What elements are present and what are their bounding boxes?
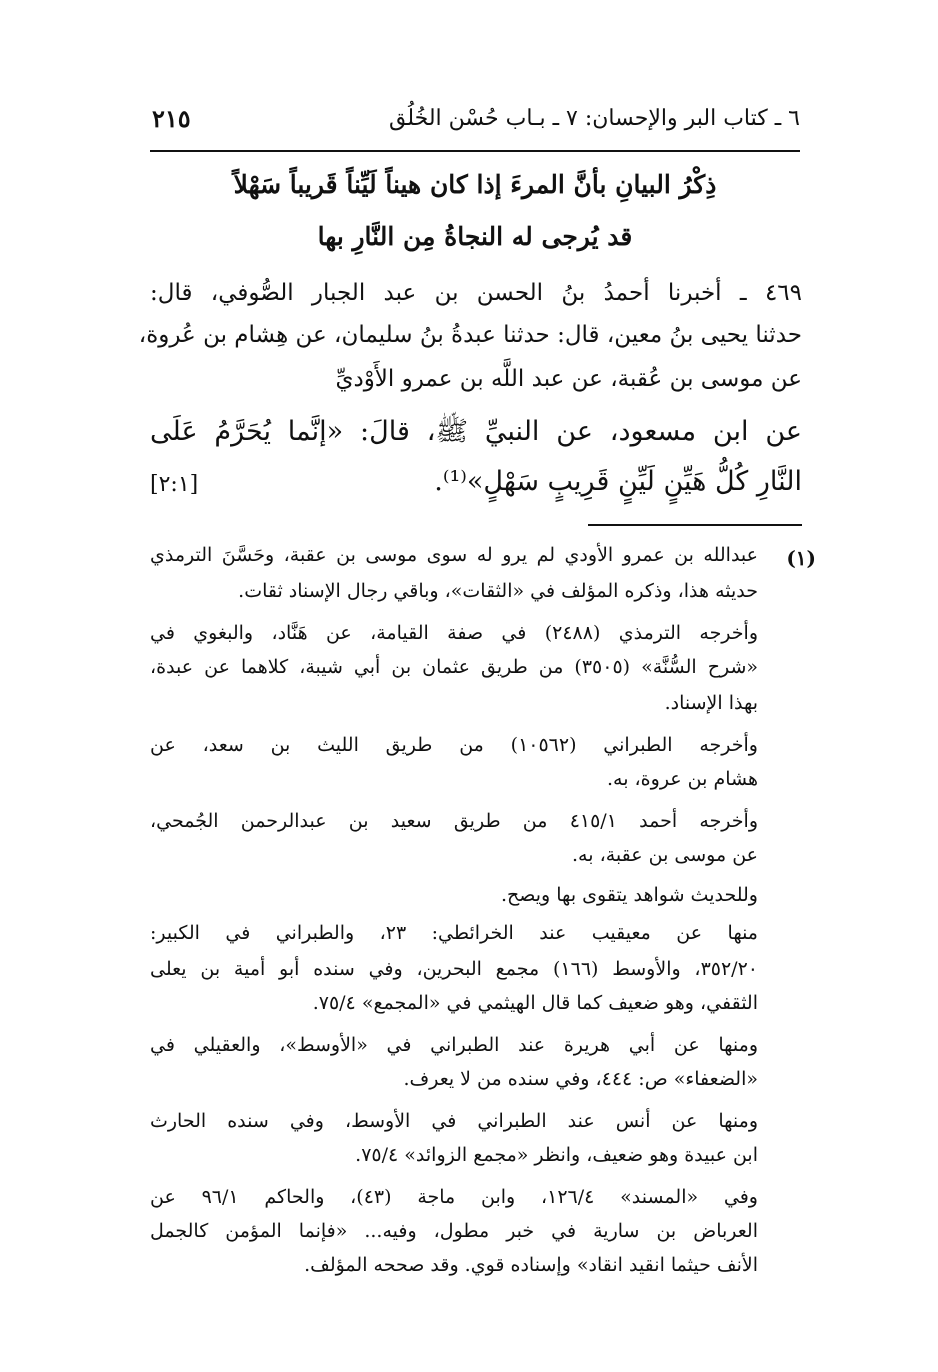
footnote-line: العرباض بن سارية في خبر مطول، وفيه... «فإنما المؤمن كالجمل: [150, 1220, 758, 1242]
footnote-line: وفي «المسند» ١٢٦/٤، وابن ماجة (٤٣)، والحاكم ٩٦/١ عن: [150, 1186, 758, 1208]
footnote-line: ومنها عن أبي هريرة عند الطبراني في «الأوسط»، والعقيلي في: [150, 1034, 758, 1056]
footnote-rule: [588, 524, 802, 526]
chapter-heading-line-1: ذِكْرُ البيانِ بأنَّ المرءَ إذا كان هيناً لَيِّناً قَريباً سَهْلاً: [233, 170, 717, 199]
footnote-line: ابن عبيدة وهو ضعيف، وانظر «مجمع الزوائد» ٧٥/٤.: [355, 1144, 758, 1166]
hadith-line-4: عن ابن مسعود، عن النبيِّ ﷺ، قالَ: «إنَّما يُحَرَّمُ عَلَى: [150, 416, 802, 447]
footnote-line: ومنها عن أنس عند الطبراني في الأوسط، وفي سنده الحارث: [150, 1110, 758, 1132]
footnote-line: «شرح السُّنَّة» (٣٥٠٥) من طريق عثمان بن أبي شيبة، كلاهما عن عبدة،: [150, 656, 758, 678]
footnote-line: حديثه هذا، وذكره المؤلف في «الثقات»، وباقي رجال الإسناد ثقات.: [238, 580, 758, 602]
footnote-line: «الضعفاء» ص: ٤٤٤، وفي سنده من لا يعرف.: [403, 1068, 758, 1090]
footnote-line: وللحديث شواهد يتقوى بها ويصح.: [500, 884, 758, 906]
page-number: ٢١٥: [152, 104, 191, 133]
footnote-line: الأنف حيثما انقيد انقاد» وإسناده قوي. وقد صححه المؤلف.: [304, 1254, 758, 1276]
footnote-line: عبدالله بن عمرو الأودي لم يرو له سوى موسى بن عقبة، وحَسَّنَ الترمذي: [150, 544, 758, 566]
footnote-line: الثقفي، وهو ضعيف كما قال الهيثمي في «المجمع» ٧٥/٤.: [312, 992, 758, 1014]
running-header-title: ٦ ـ كتاب البر والإحسان: ٧ ـ بـاب حُسْن الخُلُق: [389, 106, 800, 131]
header-rule: [150, 150, 800, 152]
hadith-line-3: عن موسى بن عُقبة، عن عبد اللَّه بن عمرو الأَوْديِّ: [335, 366, 802, 392]
footnote-line: عن موسى بن عقبة، به.: [572, 844, 758, 866]
running-header: [150, 100, 800, 144]
footnote-line: منها عن معيقيب عند الخرائطي: ٢٣، والطبراني في الكبير:: [150, 922, 758, 944]
chapter-heading-line-2: قد يُرجى له النجاةُ مِن النَّارِ بها: [317, 222, 633, 251]
hadith-line-5: النَّارِ كُلُّ هَيِّنٍ لَيِّنٍ قَرِيبٍ سَهْلٍ»⁽¹⁾.: [434, 466, 802, 497]
footnote-line: هشام بن عروة، به.: [607, 768, 758, 790]
hadith-reference: [٢:١]: [150, 472, 199, 497]
footnote-line: وأخرجه الطبراني (١٠٥٦٢) من طريق الليث بن سعد، عن: [150, 734, 758, 756]
footnote-line: بهذا الإسناد.: [664, 692, 758, 714]
hadith-line-1: ٤٦٩ ـ أخبرنا أحمدُ بنُ الحسن بن عبد الجبار الصُّوفي، قال:: [150, 280, 802, 306]
hadith-line-2: حدثنا يحيى بنُ معين، قال: حدثنا عبدةُ بنُ سليمان، عن هِشام بن عُروة،: [138, 322, 802, 348]
footnote-line: وأخرجه أحمد ٤١٥/١ من طريق سعيد بن عبدالرحمن الجُمحي،: [150, 810, 758, 832]
footnote-line: ٣٥٢/٢٠، والأوسط (١٦٦) مجمع البحرين، وفي سنده أبو أمية بن يعلى: [150, 958, 758, 980]
footnote-line: وأخرجه الترمذي (٢٤٨٨) في صفة القيامة، عن هَنَّاد، والبغوي في: [150, 622, 758, 644]
footnote-marker: (١): [786, 546, 816, 570]
